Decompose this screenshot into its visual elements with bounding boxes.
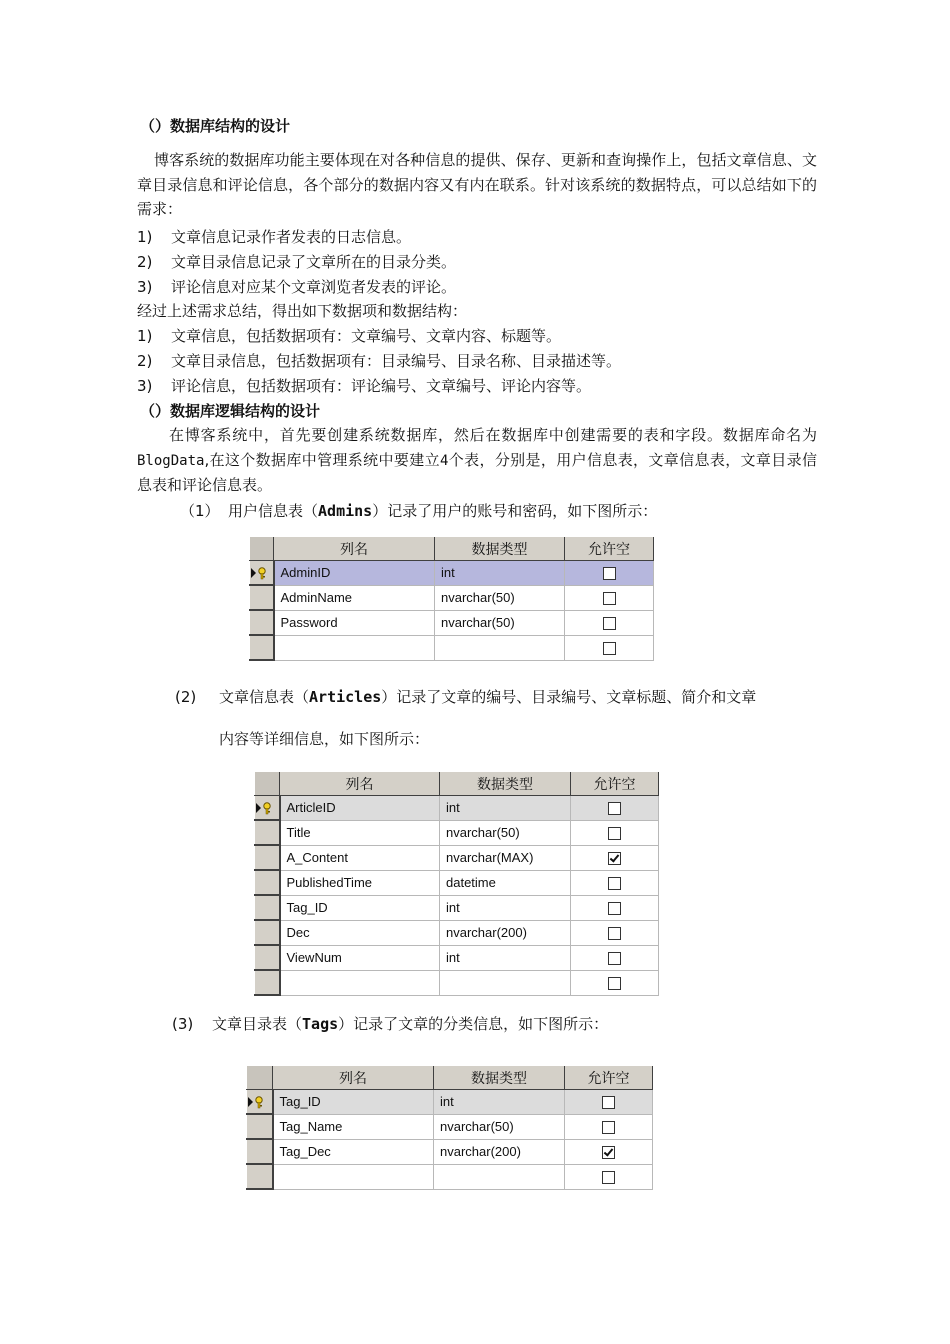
table-row[interactable] bbox=[255, 796, 659, 821]
caption-text: ）记录了文章的编号、目录编号、文章标题、简介和文章 bbox=[381, 688, 757, 706]
grid-header bbox=[255, 771, 659, 796]
data-item-num: 3) bbox=[137, 377, 153, 395]
need-num: 3) bbox=[137, 278, 153, 296]
table-row[interactable] bbox=[255, 845, 659, 870]
table-row[interactable] bbox=[250, 585, 654, 610]
data-type-cell[interactable] bbox=[434, 1164, 565, 1189]
allow-null-checkbox[interactable] bbox=[608, 977, 621, 990]
allow-null-cell bbox=[571, 870, 659, 895]
articles-schema-grid bbox=[254, 770, 659, 996]
allow-null-cell bbox=[565, 1114, 653, 1139]
table3-caption bbox=[172, 1013, 608, 1034]
row-selector[interactable] bbox=[250, 635, 274, 660]
allow-null-cell bbox=[571, 820, 659, 845]
column-name-cell[interactable]: AdminName bbox=[274, 585, 435, 610]
row-selector[interactable] bbox=[255, 945, 280, 970]
need-text: 评论信息对应某个文章浏览者发表的评论。 bbox=[171, 278, 457, 296]
data-type-cell[interactable]: nvarchar(50) bbox=[435, 585, 565, 610]
allow-null-checkbox[interactable] bbox=[608, 852, 621, 865]
allow-null-cell bbox=[571, 895, 659, 920]
column-name-header[interactable]: 列名 bbox=[273, 1065, 434, 1090]
data-type-cell[interactable]: nvarchar(200) bbox=[434, 1139, 565, 1164]
table-row[interactable] bbox=[250, 610, 654, 635]
allow-null-cell bbox=[565, 1164, 653, 1189]
admins-schema-grid bbox=[249, 535, 654, 661]
allow-null-checkbox[interactable] bbox=[602, 1121, 615, 1134]
allow-null-cell bbox=[571, 845, 659, 870]
column-name-cell[interactable]: Tag_ID bbox=[280, 895, 440, 920]
section1-heading: （）数据库结构的设计 bbox=[140, 117, 291, 135]
column-name-cell[interactable]: Tag_Dec bbox=[273, 1139, 434, 1164]
allow-null-checkbox[interactable] bbox=[602, 1096, 615, 1109]
table-row[interactable] bbox=[247, 1139, 653, 1164]
data-type-cell[interactable]: int bbox=[440, 895, 571, 920]
row-selector[interactable] bbox=[247, 1090, 273, 1115]
allow-null-cell bbox=[565, 561, 654, 586]
data-item bbox=[137, 350, 621, 371]
data-type-header[interactable]: 数据类型 bbox=[435, 536, 565, 561]
data-type-cell[interactable] bbox=[435, 635, 565, 660]
caption-text: 文章目录表（ bbox=[212, 1015, 303, 1033]
data-type-cell[interactable]: nvarchar(200) bbox=[440, 920, 571, 945]
table-count: 4 bbox=[439, 452, 449, 469]
allow-null-checkbox[interactable] bbox=[603, 592, 616, 605]
row-selector[interactable] bbox=[255, 920, 280, 945]
column-name-cell[interactable] bbox=[280, 970, 440, 995]
table1-caption bbox=[180, 500, 657, 521]
allow-null-checkbox[interactable] bbox=[608, 927, 621, 940]
caption-num: （1） bbox=[180, 502, 220, 520]
table-row[interactable] bbox=[255, 945, 659, 970]
data-type-cell[interactable]: int bbox=[440, 945, 571, 970]
caption-num: (3) bbox=[172, 1015, 194, 1033]
column-name-header[interactable]: 列名 bbox=[280, 771, 440, 796]
allow-null-cell bbox=[565, 610, 654, 635]
data-type-cell[interactable]: datetime bbox=[440, 870, 571, 895]
allow-null-cell bbox=[571, 796, 659, 821]
table-row[interactable] bbox=[247, 1114, 653, 1139]
column-name-cell[interactable] bbox=[273, 1164, 434, 1189]
allow-null-checkbox[interactable] bbox=[608, 877, 621, 890]
allow-null-checkbox[interactable] bbox=[608, 827, 621, 840]
data-type-cell[interactable]: nvarchar(50) bbox=[435, 610, 565, 635]
caption-text: ）记录了文章的分类信息，如下图所示： bbox=[338, 1015, 609, 1033]
row-selector[interactable] bbox=[255, 845, 280, 870]
table2-caption bbox=[175, 686, 756, 707]
row-selector[interactable] bbox=[247, 1114, 273, 1139]
data-type-cell[interactable]: nvarchar(50) bbox=[434, 1114, 565, 1139]
data-item bbox=[137, 325, 561, 346]
allow-null-header[interactable]: 允许空 bbox=[565, 536, 654, 561]
allow-null-header[interactable]: 允许空 bbox=[571, 771, 659, 796]
allow-null-checkbox[interactable] bbox=[603, 642, 616, 655]
data-type-cell[interactable]: int bbox=[434, 1090, 565, 1115]
table-row[interactable] bbox=[250, 635, 654, 660]
column-name-cell[interactable]: A_Content bbox=[280, 845, 440, 870]
row-selector[interactable] bbox=[255, 820, 280, 845]
data-type-cell[interactable] bbox=[440, 970, 571, 995]
intro-text: 在博客系统中，首先要创建系统数据库，然后在数据库中创建需要的表和字段。数据库命名为 bbox=[169, 426, 817, 444]
summary-line: 经过上述需求总结，得出如下数据项和数据结构： bbox=[137, 302, 468, 320]
column-name-cell[interactable] bbox=[274, 635, 435, 660]
allow-null-checkbox[interactable] bbox=[608, 902, 621, 915]
need-item bbox=[137, 251, 456, 272]
row-selector[interactable] bbox=[255, 870, 280, 895]
table-row[interactable] bbox=[255, 920, 659, 945]
grid-corner bbox=[250, 536, 274, 561]
table-row[interactable] bbox=[250, 561, 654, 586]
allow-null-cell bbox=[565, 1090, 653, 1115]
data-item-text: 文章目录信息，包括数据项有：目录编号、目录名称、目录描述等。 bbox=[171, 352, 622, 370]
column-name-cell[interactable]: ArticleID bbox=[280, 796, 440, 821]
data-type-header[interactable]: 数据类型 bbox=[440, 771, 571, 796]
row-selector[interactable] bbox=[250, 610, 274, 635]
section1-intro: 博客系统的数据库功能主要体现在对各种信息的提供、保存、更新和查询操作上，包括文章信息、文章目录信息和评论信息，各个部分的数据内容又有内在联系。针对该系统的数据特点，可以总结如下的需求： bbox=[137, 151, 817, 218]
column-name-cell[interactable]: Title bbox=[280, 820, 440, 845]
row-selector[interactable] bbox=[247, 1164, 273, 1189]
allow-null-cell bbox=[565, 635, 654, 660]
column-name-cell[interactable]: PublishedTime bbox=[280, 870, 440, 895]
table-row[interactable] bbox=[255, 870, 659, 895]
data-item-num: 2) bbox=[137, 352, 153, 370]
caption-num: (2) bbox=[175, 688, 197, 706]
allow-null-cell bbox=[565, 1139, 653, 1164]
primary-key-icon bbox=[255, 800, 275, 815]
data-item-text: 评论信息，包括数据项有：评论编号、文章编号、评论内容等。 bbox=[171, 377, 592, 395]
row-selector[interactable] bbox=[247, 1139, 273, 1164]
data-item bbox=[137, 375, 591, 396]
table-name: Articles bbox=[309, 688, 382, 706]
need-item bbox=[137, 276, 456, 297]
data-type-header[interactable]: 数据类型 bbox=[434, 1065, 565, 1090]
section2-intro bbox=[137, 423, 817, 498]
column-name-cell[interactable]: Dec bbox=[280, 920, 440, 945]
row-selector[interactable] bbox=[255, 796, 280, 821]
need-item bbox=[137, 226, 411, 247]
need-text: 文章信息记录作者发表的日志信息。 bbox=[171, 228, 412, 246]
column-name-cell[interactable]: Tag_Name bbox=[273, 1114, 434, 1139]
row-selector[interactable] bbox=[255, 970, 280, 995]
table-row[interactable] bbox=[255, 970, 659, 995]
data-type-cell[interactable]: nvarchar(MAX) bbox=[440, 845, 571, 870]
need-num: 1) bbox=[137, 228, 153, 246]
tags-schema-grid bbox=[246, 1064, 653, 1190]
allow-null-checkbox[interactable] bbox=[603, 617, 616, 630]
grid-body bbox=[247, 1090, 653, 1190]
row-selector[interactable] bbox=[255, 895, 280, 920]
data-item-text: 文章信息，包括数据项有：文章编号、文章内容、标题等。 bbox=[171, 327, 562, 345]
caption-text: 用户信息表（ bbox=[228, 502, 319, 520]
allow-null-checkbox[interactable] bbox=[608, 952, 621, 965]
grid-header bbox=[247, 1065, 653, 1090]
column-name-cell[interactable]: AdminID bbox=[274, 561, 435, 586]
allow-null-cell bbox=[565, 585, 654, 610]
table-row[interactable] bbox=[255, 895, 659, 920]
table-name: Admins bbox=[318, 502, 373, 520]
allow-null-cell bbox=[571, 920, 659, 945]
primary-key-icon bbox=[247, 1094, 267, 1109]
grid-header bbox=[250, 536, 654, 561]
grid-corner bbox=[255, 771, 280, 796]
column-name-cell[interactable]: Tag_ID bbox=[273, 1090, 434, 1115]
allow-null-checkbox[interactable] bbox=[608, 802, 621, 815]
table-row[interactable] bbox=[247, 1090, 653, 1115]
allow-null-checkbox[interactable] bbox=[603, 567, 616, 580]
data-item-num: 1) bbox=[137, 327, 153, 345]
intro-text: ,在这个数据库中管理系统中要建立 bbox=[204, 450, 440, 469]
allow-null-checkbox[interactable] bbox=[602, 1171, 615, 1184]
data-type-cell[interactable]: int bbox=[435, 561, 565, 586]
table-row[interactable] bbox=[247, 1164, 653, 1189]
row-selector[interactable] bbox=[250, 585, 274, 610]
column-name-cell[interactable]: ViewNum bbox=[280, 945, 440, 970]
intro-text: 个表，分别是，用户信息表，文章信息表，文章目录信息表和评论信息表。 bbox=[137, 450, 817, 494]
need-text: 文章目录信息记录了文章所在的目录分类。 bbox=[171, 253, 457, 271]
table-name: Tags bbox=[302, 1015, 339, 1033]
section2-heading: （）数据库逻辑结构的设计 bbox=[140, 402, 321, 420]
primary-key-icon bbox=[250, 565, 270, 580]
allow-null-cell bbox=[571, 970, 659, 995]
grid-corner bbox=[247, 1065, 273, 1090]
allow-null-checkbox[interactable] bbox=[602, 1146, 615, 1159]
table2-caption-line2: 内容等详细信息，如下图所示： bbox=[219, 730, 430, 748]
column-name-cell[interactable]: Password bbox=[274, 610, 435, 635]
allow-null-header[interactable]: 允许空 bbox=[565, 1065, 653, 1090]
data-type-cell[interactable]: int bbox=[440, 796, 571, 821]
grid-body bbox=[250, 561, 654, 661]
column-name-header[interactable]: 列名 bbox=[274, 536, 435, 561]
grid-body bbox=[255, 796, 659, 996]
caption-text: 文章信息表（ bbox=[219, 688, 310, 706]
db-name: BlogData bbox=[137, 452, 205, 469]
caption-text: ）记录了用户的账号和密码，如下图所示： bbox=[372, 502, 658, 520]
need-num: 2) bbox=[137, 253, 153, 271]
row-selector[interactable] bbox=[250, 561, 274, 586]
allow-null-cell bbox=[571, 945, 659, 970]
data-type-cell[interactable]: nvarchar(50) bbox=[440, 820, 571, 845]
table-row[interactable] bbox=[255, 820, 659, 845]
